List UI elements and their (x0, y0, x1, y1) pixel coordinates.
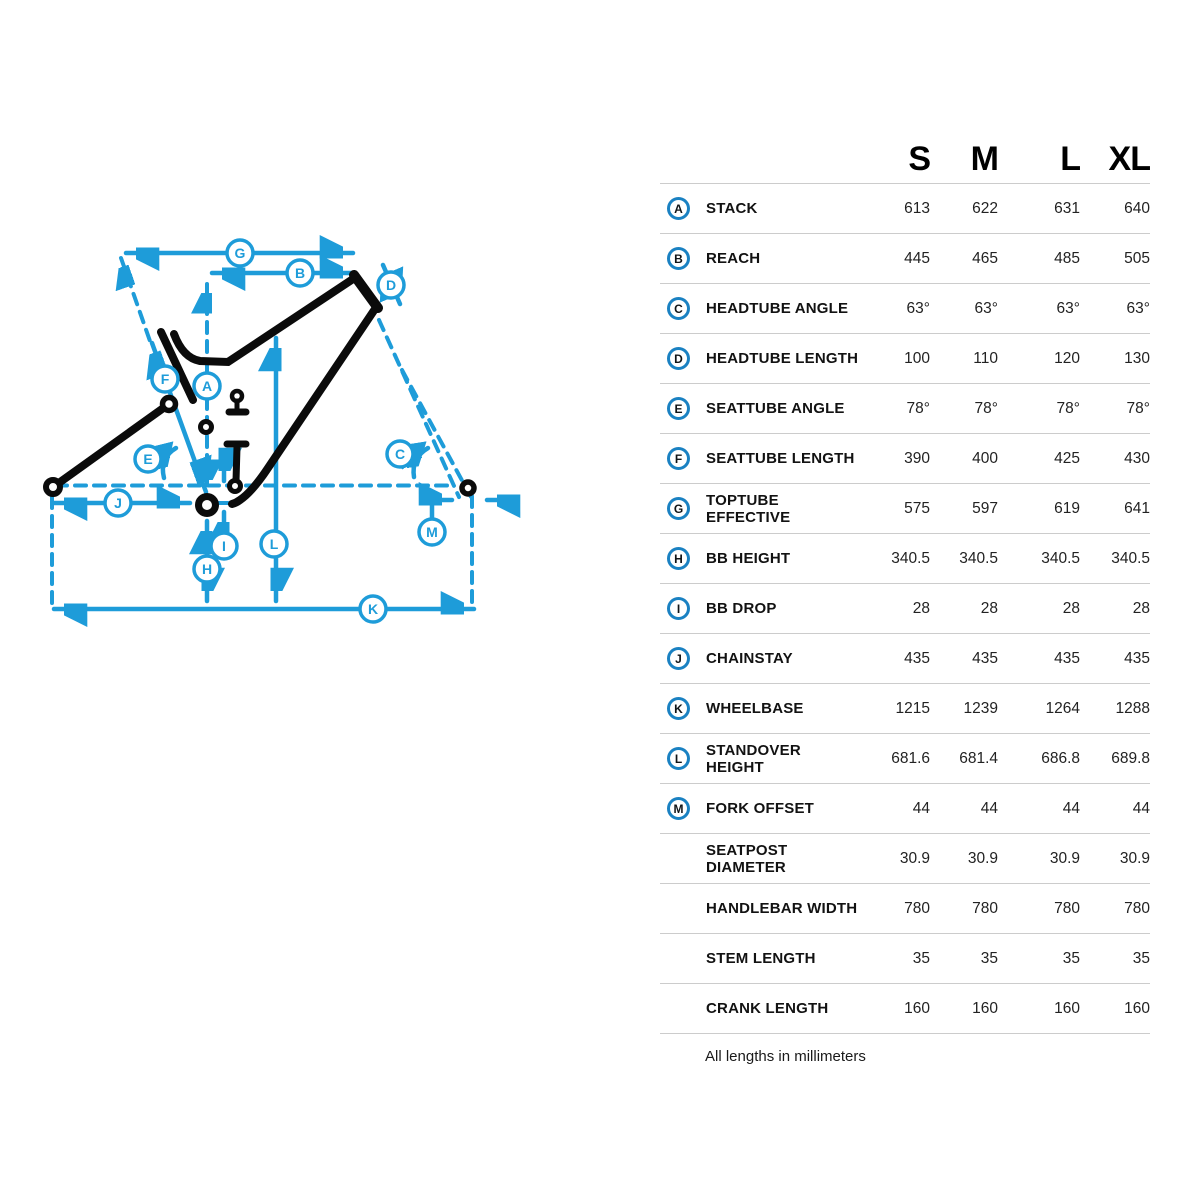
row-value: 35 (912, 949, 930, 967)
row-badge-wrap (660, 847, 706, 870)
row-value: 120 (1054, 349, 1080, 367)
row-letter-badge: H (667, 547, 690, 570)
row-badge-wrap (660, 947, 706, 970)
table-row (660, 634, 1150, 684)
row-badge-wrap (660, 547, 706, 570)
row-label: STEM LENGTH (706, 950, 816, 967)
frame-silhouette (46, 275, 474, 514)
row-value: 63° (1056, 299, 1080, 317)
row-label: HANDLEBAR WIDTH (706, 900, 858, 917)
badge-letter: E (143, 451, 153, 467)
badge-letter: G (234, 245, 246, 261)
row-label: CRANK LENGTH (706, 1000, 829, 1017)
table-row (660, 784, 1150, 834)
row-letter-badge: I (667, 597, 690, 620)
row-badge-wrap (660, 797, 706, 820)
row-value: 63° (974, 299, 998, 317)
row-value: 160 (972, 999, 998, 1017)
rear-axle-icon (46, 480, 60, 494)
row-label: SEATTUBE ANGLE (706, 400, 845, 417)
table-row (660, 934, 1150, 984)
row-value: 622 (972, 199, 998, 217)
row-label: STACK (706, 200, 758, 217)
row-value: 681.4 (959, 749, 998, 767)
row-value: 1239 (963, 699, 998, 717)
table-row (660, 334, 1150, 384)
bottom-bracket-icon (199, 497, 216, 514)
row-value: 340.5 (1041, 549, 1080, 567)
size-header-row (660, 135, 1150, 184)
row-value: 63° (906, 299, 930, 317)
row-value: 63° (1126, 299, 1150, 317)
row-label: SEATTUBE LENGTH (706, 450, 855, 467)
seatpost-shaft-icon (236, 447, 237, 481)
table-row (660, 534, 1150, 584)
table-row (660, 984, 1150, 1034)
row-letter-badge: C (667, 297, 690, 320)
front-axle-icon (462, 482, 474, 494)
table-row (660, 484, 1150, 534)
table-row (660, 584, 1150, 634)
table-row (660, 184, 1150, 234)
row-value: 631 (1054, 199, 1080, 217)
table-row (660, 884, 1150, 934)
row-value: 575 (904, 499, 930, 517)
row-badge-wrap (660, 447, 706, 470)
row-letter-badge: E (667, 397, 690, 420)
badge-letter: C (394, 446, 406, 462)
pivot-icon (163, 398, 176, 411)
row-value: 160 (1124, 999, 1150, 1017)
row-value: 780 (972, 899, 998, 917)
row-value: 641 (1124, 499, 1150, 517)
diagram-badge-b (287, 260, 313, 286)
row-value: 110 (973, 349, 998, 367)
size-column-header: S (908, 140, 930, 178)
row-value: 400 (972, 449, 998, 467)
table-row (660, 284, 1150, 334)
row-value: 485 (1054, 249, 1080, 267)
row-label: SEATPOST DIAMETER (706, 841, 788, 876)
row-badge-wrap (660, 247, 706, 270)
row-letter-badge: M (667, 797, 690, 820)
row-value: 613 (904, 199, 930, 217)
row-value: 35 (1062, 949, 1080, 967)
diagram-badge-c (387, 441, 413, 467)
row-value: 640 (1124, 199, 1150, 217)
table-row (660, 434, 1150, 484)
row-value: 44 (912, 799, 930, 817)
row-value: 689.8 (1111, 749, 1150, 767)
row-badge-wrap (660, 397, 706, 420)
size-column-header: L (1060, 140, 1080, 178)
table-row (660, 834, 1150, 884)
row-value: 28 (1132, 599, 1150, 617)
diagram-badge-h (194, 556, 220, 582)
badge-letter: F (160, 371, 170, 387)
table-row (660, 734, 1150, 784)
row-badge-wrap (660, 597, 706, 620)
row-value: 35 (980, 949, 998, 967)
row-value: 780 (1054, 899, 1080, 917)
down-tube (232, 306, 377, 504)
shock-mount-icon (201, 422, 212, 433)
row-value: 435 (1054, 649, 1080, 667)
row-value: 160 (904, 999, 930, 1017)
badge-letter: J (114, 495, 122, 511)
row-value: 1288 (1115, 699, 1150, 717)
row-value: 100 (904, 349, 930, 367)
row-value: 160 (1054, 999, 1080, 1017)
row-label: CHAINSTAY (706, 650, 793, 667)
row-value: 780 (904, 899, 930, 917)
row-label: BB DROP (706, 600, 777, 617)
row-label: WHEELBASE (706, 700, 804, 717)
diagram-badge-e (135, 446, 161, 472)
row-letter-badge: G (667, 497, 690, 520)
row-value: 30.9 (899, 849, 930, 867)
row-letter-badge: A (667, 197, 690, 220)
row-value: 44 (1132, 799, 1150, 817)
row-value: 30.9 (1049, 849, 1080, 867)
table-row (660, 384, 1150, 434)
row-value: 35 (1132, 949, 1150, 967)
row-badge-wrap (660, 747, 706, 770)
row-value: 44 (1062, 799, 1080, 817)
row-letter-badge: B (667, 247, 690, 270)
geometry-table (660, 135, 1165, 1065)
table-rows (660, 184, 1150, 1034)
diagram-badge-k (360, 596, 386, 622)
row-badge-wrap (660, 897, 706, 920)
units-note: All lengths in millimeters (705, 1048, 866, 1065)
row-badge-wrap (660, 297, 706, 320)
row-value: 340.5 (891, 549, 930, 567)
row-value: 78° (906, 399, 930, 417)
row-letter-badge: F (667, 447, 690, 470)
table-row (660, 234, 1150, 284)
row-value: 465 (972, 249, 998, 267)
row-value: 28 (912, 599, 930, 617)
row-badge-wrap (660, 997, 706, 1020)
geometry-diagram (0, 0, 560, 660)
row-value: 30.9 (967, 849, 998, 867)
badge-letter: A (201, 378, 213, 394)
steering-axis-dashed-1 (379, 320, 459, 497)
row-value: 780 (1124, 899, 1150, 917)
row-value: 435 (972, 649, 998, 667)
size-column-header: XL (1108, 140, 1150, 178)
row-value: 1215 (895, 699, 930, 717)
row-label: HEADTUBE LENGTH (706, 350, 859, 367)
badge-letter: D (385, 277, 397, 293)
row-value: 130 (1124, 349, 1150, 367)
badge-letter: B (294, 265, 306, 281)
row-value: 28 (1062, 599, 1080, 617)
diagram-badge-f (152, 366, 178, 392)
seattube-angle-arc-e (163, 448, 176, 478)
row-value: 597 (972, 499, 998, 517)
row-label: HEADTUBE ANGLE (706, 300, 849, 317)
row-letter-badge: K (667, 697, 690, 720)
row-value: 435 (904, 649, 930, 667)
row-value: 44 (980, 799, 998, 817)
seattube-axis-dashed-line (121, 258, 151, 344)
row-badge-wrap (660, 697, 706, 720)
row-value: 619 (1054, 499, 1080, 517)
row-letter-badge: L (667, 747, 690, 770)
row-value: 681.6 (891, 749, 930, 767)
row-badge-wrap (660, 647, 706, 670)
row-value: 390 (904, 449, 930, 467)
row-badge-wrap (660, 497, 706, 520)
row-letter-badge: J (667, 647, 690, 670)
row-label: BB HEIGHT (706, 550, 791, 567)
row-badge-wrap (660, 347, 706, 370)
row-value: 340.5 (959, 549, 998, 567)
row-value: 686.8 (1041, 749, 1080, 767)
diagram-badge-i (211, 533, 237, 559)
fork-offset-elbow-m (432, 500, 452, 518)
row-label: REACH (706, 250, 761, 267)
badge-letter: I (222, 538, 226, 554)
row-value: 435 (1124, 649, 1150, 667)
badge-letter: M (426, 524, 438, 540)
row-value: 78° (1056, 399, 1080, 417)
row-value: 78° (1126, 399, 1150, 417)
row-badge-wrap (660, 197, 706, 220)
badge-letter: K (367, 601, 379, 617)
headtube-angle-arc-c (414, 448, 428, 477)
row-value: 1264 (1045, 699, 1080, 717)
diagram-badge-a (194, 373, 220, 399)
row-value: 30.9 (1119, 849, 1150, 867)
seatpost-bottom-icon (230, 481, 241, 492)
size-column-header: M (970, 140, 998, 178)
diagram-badge-j (105, 490, 131, 516)
row-label: TOPTUBE EFFECTIVE (706, 491, 791, 526)
table-row (660, 684, 1150, 734)
diagram-badge-m (419, 519, 445, 545)
row-label: FORK OFFSET (706, 800, 815, 817)
row-value: 425 (1054, 449, 1080, 467)
badge-letter: L (269, 536, 279, 552)
row-value: 445 (904, 249, 930, 267)
row-value: 28 (980, 599, 998, 617)
top-tube (174, 277, 356, 362)
row-letter-badge: D (667, 347, 690, 370)
diagram-badge-l (261, 531, 287, 557)
row-value: 340.5 (1111, 549, 1150, 567)
badge-letter: H (201, 561, 213, 577)
diagram-badge-d (378, 272, 404, 298)
row-label: STANDOVER HEIGHT (706, 741, 801, 776)
row-value: 505 (1124, 249, 1150, 267)
row-value: 78° (974, 399, 998, 417)
row-value: 430 (1124, 449, 1150, 467)
dashed-reference-lines (52, 258, 472, 608)
diagram-badge-g (227, 240, 253, 266)
